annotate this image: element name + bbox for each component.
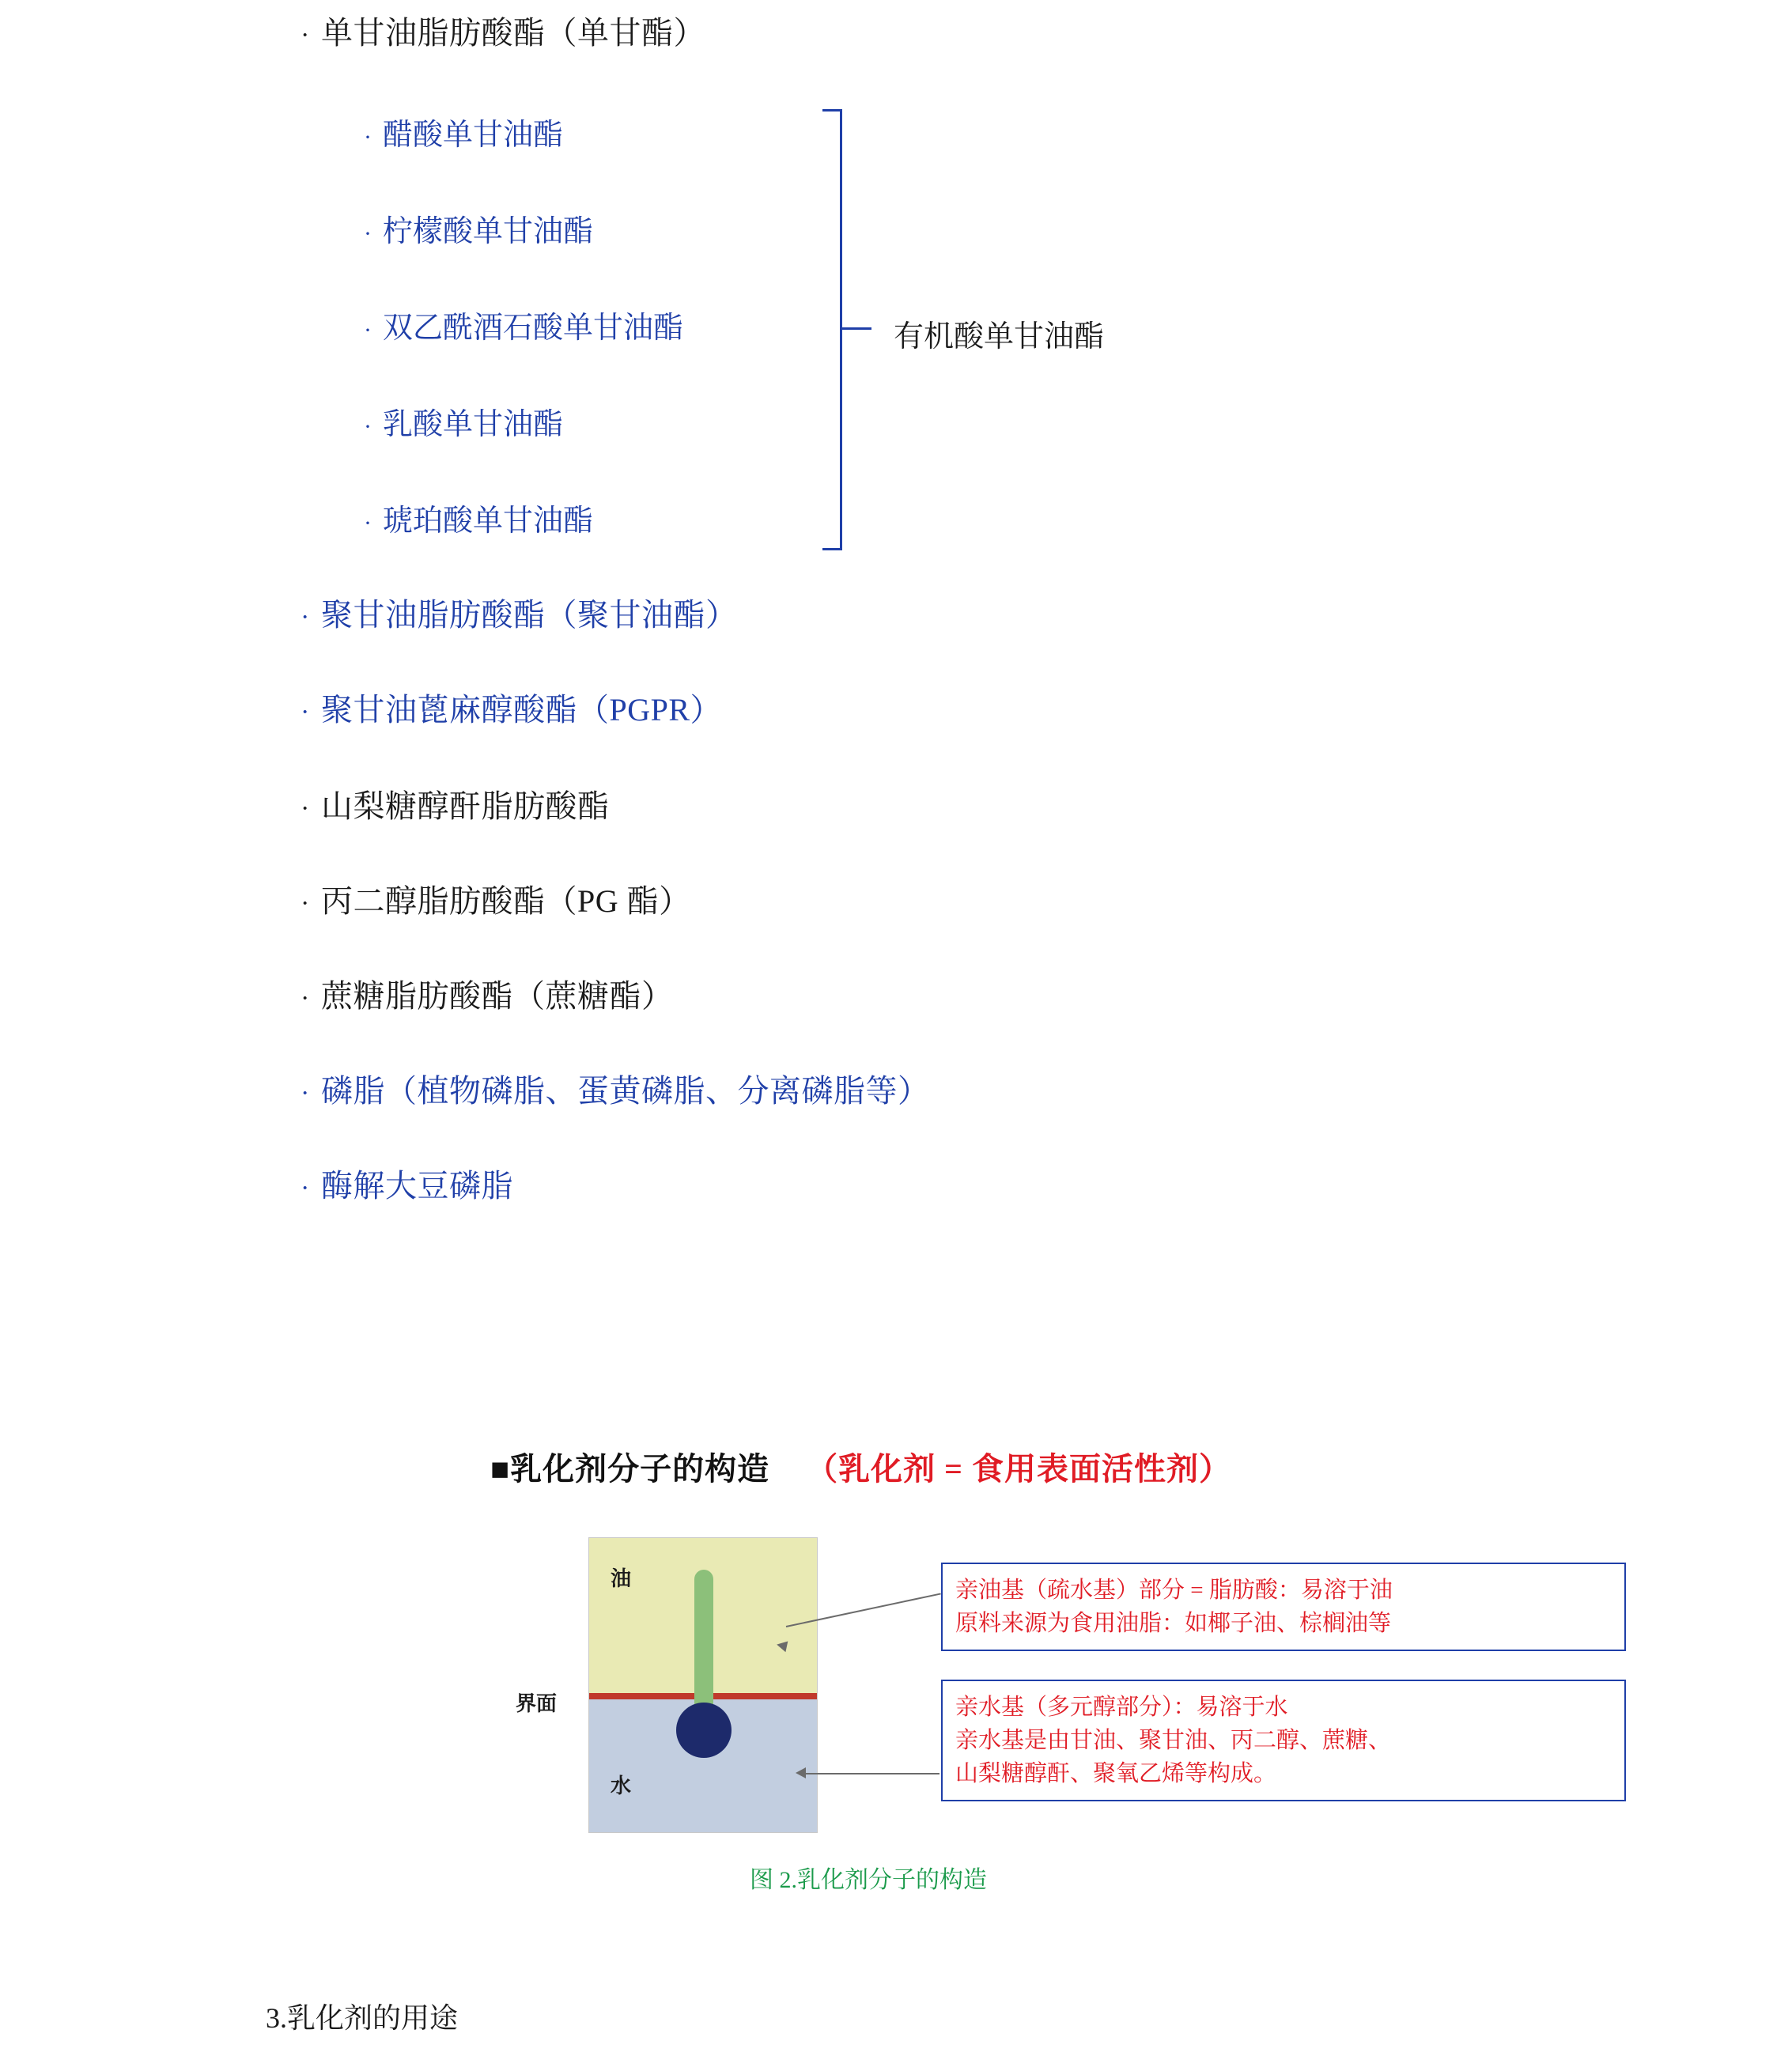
list-item <box>364 120 563 150</box>
section-heading-main: ■乳化剂分子的构造 <box>490 1451 770 1487</box>
next-section-title: 3.乳化剂的用途 <box>266 2002 459 2034</box>
callout-lipophilic-line2: 原料来源为食用油脂：如椰子油、棕榈油等 <box>955 1611 1392 1637</box>
list-item-label: 蔗糖脂肪酸酯（蔗糖酯） <box>321 978 674 1014</box>
figure-label-oil: 油 <box>611 1567 632 1590</box>
bullet-icon: · <box>364 221 372 247</box>
bullet-icon: · <box>364 510 372 536</box>
leader-arrow-hydrophilic <box>796 1767 806 1778</box>
callout-lipophilic <box>941 1563 1626 1651</box>
list-item-label: 山梨糖醇酐脂肪酸酯 <box>321 788 610 824</box>
list-item <box>301 978 674 1014</box>
list-item-label: 乳酸单甘油酯 <box>383 408 564 441</box>
list-item-label: 琥珀酸单甘油酯 <box>383 505 594 538</box>
hydrophilic-head-icon <box>676 1703 732 1758</box>
list-item-label: 聚甘油蓖麻醇酸酯（PGPR） <box>321 692 723 728</box>
bullet-icon: · <box>301 984 310 1013</box>
group-label: 有机酸单甘油酯 <box>894 320 1105 353</box>
list-item <box>364 506 593 536</box>
list-item <box>301 1075 930 1107</box>
section-heading <box>490 1444 1231 1489</box>
callout-lipophilic-line1: 亲油基（疏水基）部分 = 脂肪酸：易溶于油 <box>955 1578 1393 1603</box>
list-item-label: 单甘油脂肪酸酯（单甘酯） <box>321 15 705 51</box>
list-item <box>301 694 722 726</box>
callout-hydrophilic-line2: 亲水基是由甘油、聚甘油、丙二醇、蔗糖、 <box>955 1728 1392 1754</box>
lipophilic-tail-icon <box>694 1570 713 1712</box>
bullet-icon: · <box>301 1079 310 1108</box>
list-item-label: 酶解大豆磷脂 <box>321 1168 513 1204</box>
list-item <box>301 599 738 631</box>
list-item-label: 柠檬酸单甘油酯 <box>383 215 594 248</box>
list-item <box>364 410 563 440</box>
bullet-icon: · <box>301 794 310 823</box>
figure-label-interface: 界面 <box>516 1692 558 1715</box>
list-item <box>301 1170 513 1202</box>
callout-hydrophilic-line1: 亲水基（多元醇部分）：易溶于水 <box>955 1695 1288 1720</box>
leader-line-hydrophilic <box>805 1773 939 1774</box>
bullet-icon: · <box>301 603 310 632</box>
list-item-label: 丙二醇脂肪酸酯（PG 酯） <box>321 883 691 919</box>
section-heading-note: （乳化剂 = 食用表面活性剂） <box>806 1451 1231 1487</box>
group-brace-stem <box>840 327 871 330</box>
bullet-icon: · <box>301 889 310 918</box>
list-item-label: 醋酸单甘油酯 <box>383 119 564 152</box>
list-item <box>301 17 705 49</box>
bullet-icon: · <box>301 1174 310 1203</box>
bullet-icon: · <box>364 317 372 343</box>
list-item <box>301 788 610 824</box>
group-brace <box>822 109 842 550</box>
callout-hydrophilic <box>941 1680 1626 1801</box>
list-item <box>364 217 593 247</box>
list-item <box>301 883 691 919</box>
callout-hydrophilic-line3: 山梨糖醇酐、聚氧乙烯等构成。 <box>955 1761 1277 1787</box>
list-item <box>364 313 683 343</box>
bullet-icon: · <box>364 124 372 150</box>
bullet-icon: · <box>364 414 372 440</box>
list-item-label: 磷脂（植物磷脂、蛋黄磷脂、分离磷脂等） <box>321 1073 930 1109</box>
list-item-label: 双乙酰酒石酸单甘油酯 <box>383 312 684 345</box>
list-item-label: 聚甘油脂肪酸酯（聚甘油酯） <box>321 597 738 633</box>
bullet-icon: · <box>301 21 310 50</box>
figure-label-water: 水 <box>611 1774 632 1797</box>
bullet-icon: · <box>301 697 310 727</box>
figure-caption: 图 2.乳化剂分子的构造 <box>750 1867 987 1893</box>
